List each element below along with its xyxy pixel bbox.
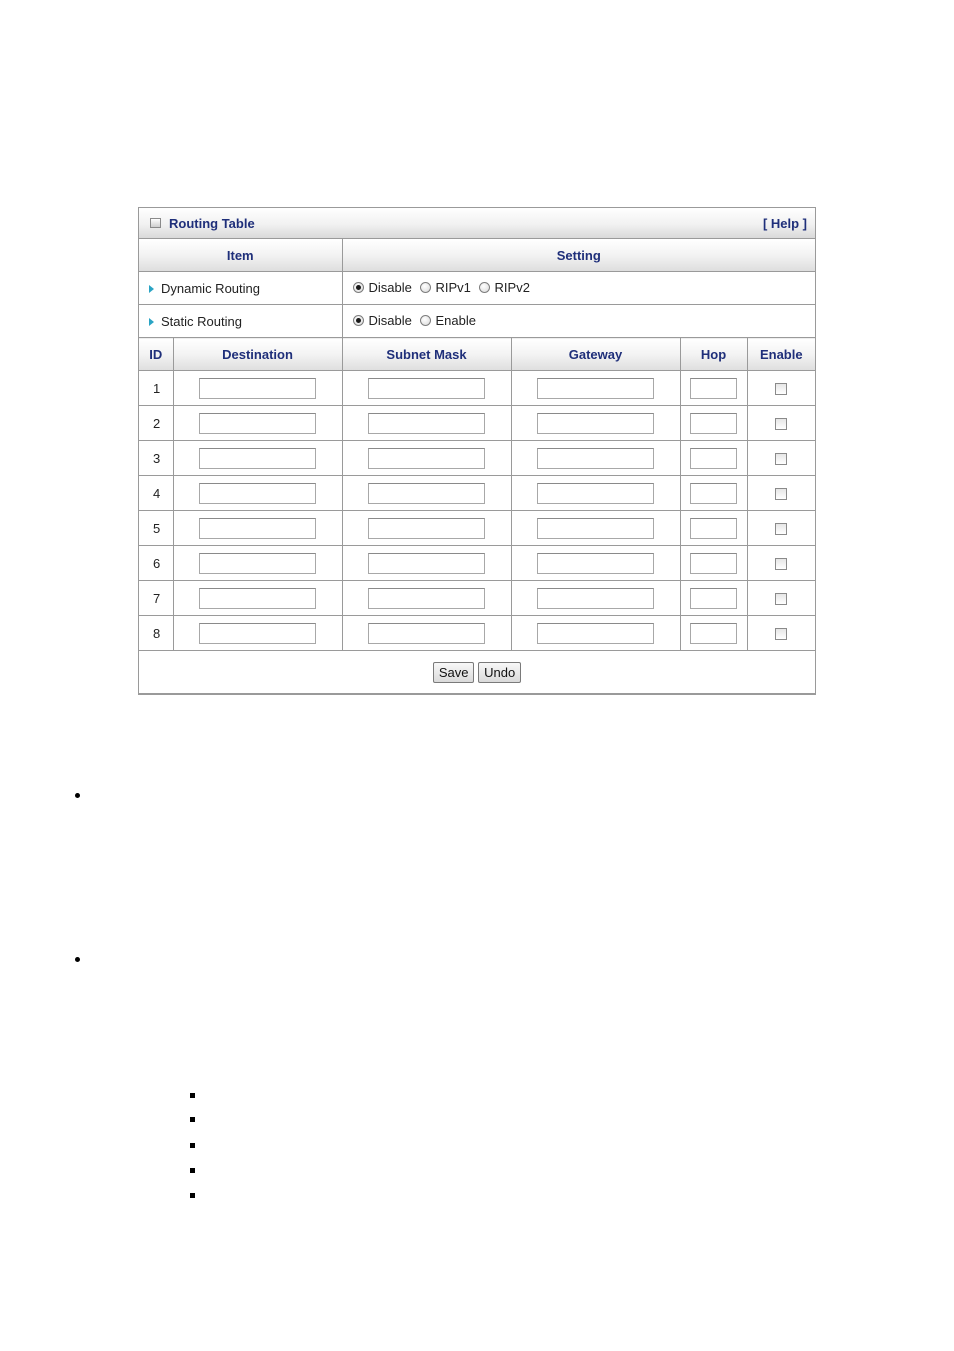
destination-input[interactable] bbox=[199, 588, 316, 609]
enable-checkbox[interactable] bbox=[775, 593, 787, 605]
enable-cell bbox=[747, 616, 815, 651]
dynamic-disable-option[interactable]: Disable bbox=[353, 280, 412, 295]
gateway-input[interactable] bbox=[537, 518, 654, 539]
hop-cell bbox=[680, 616, 747, 651]
enable-checkbox[interactable] bbox=[775, 418, 787, 430]
routing-table-panel bbox=[138, 207, 816, 695]
enable-cell bbox=[747, 441, 815, 476]
hop-input[interactable] bbox=[690, 448, 737, 469]
row-id: 1 bbox=[139, 371, 173, 406]
hop-input[interactable] bbox=[690, 378, 737, 399]
square-bullet-marker bbox=[190, 1093, 195, 1098]
button-bar bbox=[139, 651, 815, 694]
gateway-cell bbox=[511, 546, 680, 581]
panel-titlebar bbox=[139, 208, 815, 239]
enable-column-header: Enable bbox=[747, 338, 815, 371]
row-id: 7 bbox=[139, 581, 173, 616]
subnet-cell bbox=[342, 546, 511, 581]
subnet-mask-input[interactable] bbox=[368, 553, 485, 574]
gateway-input[interactable] bbox=[537, 483, 654, 504]
hop-input[interactable] bbox=[690, 413, 737, 434]
enable-cell bbox=[747, 511, 815, 546]
hop-cell bbox=[680, 371, 747, 406]
setting-header: Setting bbox=[342, 239, 815, 272]
row-id: 2 bbox=[139, 406, 173, 441]
table-row bbox=[139, 546, 815, 581]
destination-cell bbox=[173, 371, 342, 406]
destination-cell bbox=[173, 441, 342, 476]
subnet-cell bbox=[342, 616, 511, 651]
undo-button[interactable]: Undo bbox=[478, 662, 521, 683]
dynamic-ripv2-radio[interactable] bbox=[479, 282, 490, 293]
square-bullet-marker bbox=[190, 1143, 195, 1148]
gateway-input[interactable] bbox=[537, 413, 654, 434]
dynamic-routing-options bbox=[342, 272, 815, 305]
square-bullet-marker bbox=[190, 1193, 195, 1198]
table-row bbox=[139, 581, 815, 616]
enable-checkbox[interactable] bbox=[775, 488, 787, 500]
destination-cell bbox=[173, 616, 342, 651]
enable-cell bbox=[747, 476, 815, 511]
static-disable-radio[interactable] bbox=[353, 315, 364, 326]
row-id: 4 bbox=[139, 476, 173, 511]
routing-settings-table bbox=[139, 239, 815, 694]
destination-input[interactable] bbox=[199, 413, 316, 434]
table-row bbox=[139, 406, 815, 441]
destination-input[interactable] bbox=[199, 518, 316, 539]
table-row bbox=[139, 441, 815, 476]
static-disable-option[interactable]: Disable bbox=[353, 313, 412, 328]
dynamic-ripv2-option[interactable]: RIPv2 bbox=[479, 280, 530, 295]
enable-checkbox[interactable] bbox=[775, 453, 787, 465]
subnet-cell bbox=[342, 371, 511, 406]
enable-cell bbox=[747, 546, 815, 581]
enable-checkbox[interactable] bbox=[775, 558, 787, 570]
subnet-cell bbox=[342, 581, 511, 616]
subnet-mask-input[interactable] bbox=[368, 483, 485, 504]
hop-column-header: Hop bbox=[680, 338, 747, 371]
dynamic-disable-radio[interactable] bbox=[353, 282, 364, 293]
gateway-input[interactable] bbox=[537, 378, 654, 399]
subnet-cell bbox=[342, 406, 511, 441]
gateway-cell bbox=[511, 511, 680, 546]
window-icon bbox=[150, 218, 161, 228]
hop-cell bbox=[680, 581, 747, 616]
bullet-marker bbox=[75, 793, 80, 798]
destination-input[interactable] bbox=[199, 378, 316, 399]
enable-cell bbox=[747, 406, 815, 441]
enable-cell bbox=[747, 371, 815, 406]
destination-input[interactable] bbox=[199, 553, 316, 574]
hop-cell bbox=[680, 546, 747, 581]
row-id: 6 bbox=[139, 546, 173, 581]
destination-input[interactable] bbox=[199, 623, 316, 644]
subnet-mask-input[interactable] bbox=[368, 378, 485, 399]
destination-input[interactable] bbox=[199, 483, 316, 504]
hop-cell bbox=[680, 406, 747, 441]
subnet-column-header: Subnet Mask bbox=[342, 338, 511, 371]
subnet-cell bbox=[342, 511, 511, 546]
hop-input[interactable] bbox=[690, 588, 737, 609]
subnet-cell bbox=[342, 476, 511, 511]
enable-checkbox[interactable] bbox=[775, 628, 787, 640]
dynamic-ripv1-radio[interactable] bbox=[420, 282, 431, 293]
hop-input[interactable] bbox=[690, 518, 737, 539]
table-row bbox=[139, 371, 815, 406]
gateway-input[interactable] bbox=[537, 448, 654, 469]
square-bullet-marker bbox=[190, 1168, 195, 1173]
id-column-header: ID bbox=[139, 338, 173, 371]
subnet-cell bbox=[342, 441, 511, 476]
square-bullet-marker bbox=[190, 1117, 195, 1122]
enable-checkbox[interactable] bbox=[775, 383, 787, 395]
gateway-column-header: Gateway bbox=[511, 338, 680, 371]
row-id: 3 bbox=[139, 441, 173, 476]
destination-input[interactable] bbox=[199, 448, 316, 469]
destination-cell bbox=[173, 406, 342, 441]
subnet-mask-input[interactable] bbox=[368, 623, 485, 644]
gateway-input[interactable] bbox=[537, 623, 654, 644]
table-row bbox=[139, 511, 815, 546]
table-row bbox=[139, 476, 815, 511]
gateway-cell bbox=[511, 406, 680, 441]
hop-input[interactable] bbox=[690, 623, 737, 644]
bullet-marker bbox=[75, 957, 80, 962]
panel-title: Routing Table bbox=[169, 216, 255, 231]
gateway-cell bbox=[511, 371, 680, 406]
hop-cell bbox=[680, 441, 747, 476]
destination-column-header: Destination bbox=[173, 338, 342, 371]
static-enable-radio[interactable] bbox=[420, 315, 431, 326]
gateway-cell bbox=[511, 616, 680, 651]
help-link[interactable]: [ Help ] bbox=[762, 216, 807, 231]
row-id: 5 bbox=[139, 511, 173, 546]
destination-cell bbox=[173, 511, 342, 546]
gateway-cell bbox=[511, 441, 680, 476]
item-header: Item bbox=[139, 239, 342, 272]
hop-cell bbox=[680, 476, 747, 511]
dynamic-ripv1-option[interactable]: RIPv1 bbox=[420, 280, 471, 295]
row-id: 8 bbox=[139, 616, 173, 651]
dynamic-routing-label: Dynamic Routing bbox=[139, 272, 342, 305]
subnet-mask-input[interactable] bbox=[368, 413, 485, 434]
subnet-mask-input[interactable] bbox=[368, 448, 485, 469]
hop-input[interactable] bbox=[690, 483, 737, 504]
gateway-cell bbox=[511, 581, 680, 616]
arrow-right-icon bbox=[149, 318, 154, 326]
destination-cell bbox=[173, 476, 342, 511]
gateway-input[interactable] bbox=[537, 553, 654, 574]
table-row bbox=[139, 616, 815, 651]
subnet-mask-input[interactable] bbox=[368, 518, 485, 539]
subnet-mask-input[interactable] bbox=[368, 588, 485, 609]
arrow-right-icon bbox=[149, 285, 154, 293]
enable-cell bbox=[747, 581, 815, 616]
destination-cell bbox=[173, 546, 342, 581]
gateway-cell bbox=[511, 476, 680, 511]
static-routing-options bbox=[342, 305, 815, 338]
enable-checkbox[interactable] bbox=[775, 523, 787, 535]
hop-cell bbox=[680, 511, 747, 546]
static-enable-option[interactable]: Enable bbox=[420, 313, 476, 328]
save-button[interactable]: Save bbox=[433, 662, 475, 683]
destination-cell bbox=[173, 581, 342, 616]
hop-input[interactable] bbox=[690, 553, 737, 574]
gateway-input[interactable] bbox=[537, 588, 654, 609]
static-routing-label: Static Routing bbox=[139, 305, 342, 338]
